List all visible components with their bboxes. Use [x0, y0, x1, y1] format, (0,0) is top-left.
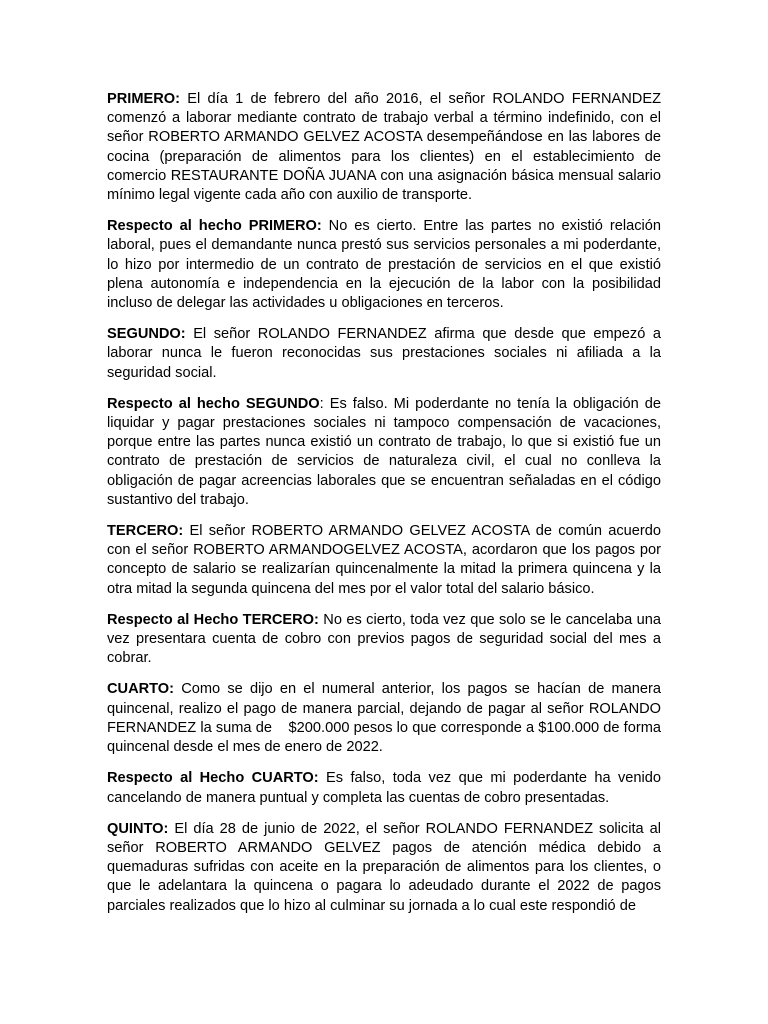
paragraph-cuarto [107, 680, 666, 757]
paragraph-body: El día 1 de febrero del año 2016, el señor ROLANDO FERNANDEZ comenzó a laborar mediante contrato de trabajo verbal a término indefinido, con el señor ROBERTO ARMANDO GELVEZ ACOSTA desempeñándose en las labores de cocina (preparación de alimentos para los clientes) en el establecimiento de comercio RESTAURANTE DOÑA JUANA con una asignación básica mensual salario mínimo legal vigente cada año con auxilio de transporte. [107, 91, 661, 204]
paragraph-body: No es cierto. Entre las partes no existió relación laboral, pues el demandante nunca prestó sus servicios personales a mi poderdante, lo hizo por intermedio de un contrato de prestación de servicios en el que existió plena autonomía e independencia en la ejecución de la labor con la posibilidad incluso de delegar las actividades u obligaciones en terceros. [107, 218, 661, 312]
paragraph-body: No es cierto, toda vez que solo se le cancelaba una vez presentara cuenta de cobro con previos pagos de seguridad social del mes a cobrar. [107, 611, 661, 667]
paragraph-heading: CUARTO: [107, 681, 175, 698]
paragraph-heading: PRIMERO: [107, 91, 180, 107]
paragraph-body: El señor ROLANDO FERNANDEZ afirma que desde que empezó a laborar nunca le fueron reconocidas sus prestaciones sociales ni afiliada a la seguridad social. [107, 326, 661, 381]
paragraph-heading: TERCERO: [107, 523, 184, 540]
paragraph-body: Como se dijo en el numeral anterior, los pagos se hacían de manera quincenal, realizo el pago de manera parcial, dejando de pagar al señor ROLANDO FERNANDEZ la suma de $200.000 pesos lo que corresponde a $100.000 de forma quincenal desde el mes de enero de 2022. [107, 681, 666, 756]
paragraph-respecto-cuarto [107, 769, 661, 807]
paragraph-body: El día 28 de junio de 2022, el señor ROLANDO FERNANDEZ solicita al señor ROBERTO ARMANDO GELVEZ pagos de atención médica debido a quemaduras sufridas con aceite en la preparación de alimentos para los clientes, o que le adelantara la quincena o pagara lo adeudado durante el 2022 de pagos parciales realizados que lo hizo al culminar su jornada a lo cual este respondió de [107, 820, 661, 914]
paragraph-tercero [107, 522, 661, 599]
paragraph-heading: QUINTO: [107, 820, 169, 837]
paragraph-respecto-segundo [107, 395, 661, 510]
paragraph-segundo [107, 325, 661, 383]
paragraph-respecto-primero [107, 217, 661, 313]
paragraph-primero [107, 90, 661, 205]
paragraph-heading: Respecto al Hecho TERCERO: [107, 611, 319, 628]
paragraph-body: : Es falso. Mi poderdante no tenía la obligación de liquidar y pagar prestaciones sociales ni tampoco compensación de vacaciones, porque entre las partes nunca existió un contrato de trabajo, lo que si existió fue un contrato de prestación de servicios de naturaleza civil, el cual no conlleva la obligación de pagar acreencias laborales que se encuentran señaladas en el código sustantivo del trabajo. [107, 395, 661, 508]
paragraph-heading: SEGUNDO: [107, 326, 186, 343]
paragraph-respecto-tercero [107, 611, 661, 669]
paragraph-heading: Respecto al Hecho CUARTO: [107, 770, 319, 787]
paragraph-body: Es falso, toda vez que mi poderdante ha venido cancelando de manera puntual y completa las cuentas de cobro presentadas. [107, 770, 661, 806]
paragraph-heading: Respecto al hecho PRIMERO: [107, 218, 322, 235]
paragraph-heading: Respecto al hecho SEGUNDO [107, 395, 320, 412]
paragraph-body: El señor ROBERTO ARMANDO GELVEZ ACOSTA de común acuerdo con el señor ROBERTO ARMANDOGELVEZ ACOSTA, acordaron que los pagos por concepto de salario se realizarían quincenalmente la mitad la primera quincena y la otra mitad la segunda quincena del mes por el valor total del salario básico. [107, 523, 661, 597]
document-page [107, 90, 666, 916]
paragraph-quinto [107, 820, 661, 916]
